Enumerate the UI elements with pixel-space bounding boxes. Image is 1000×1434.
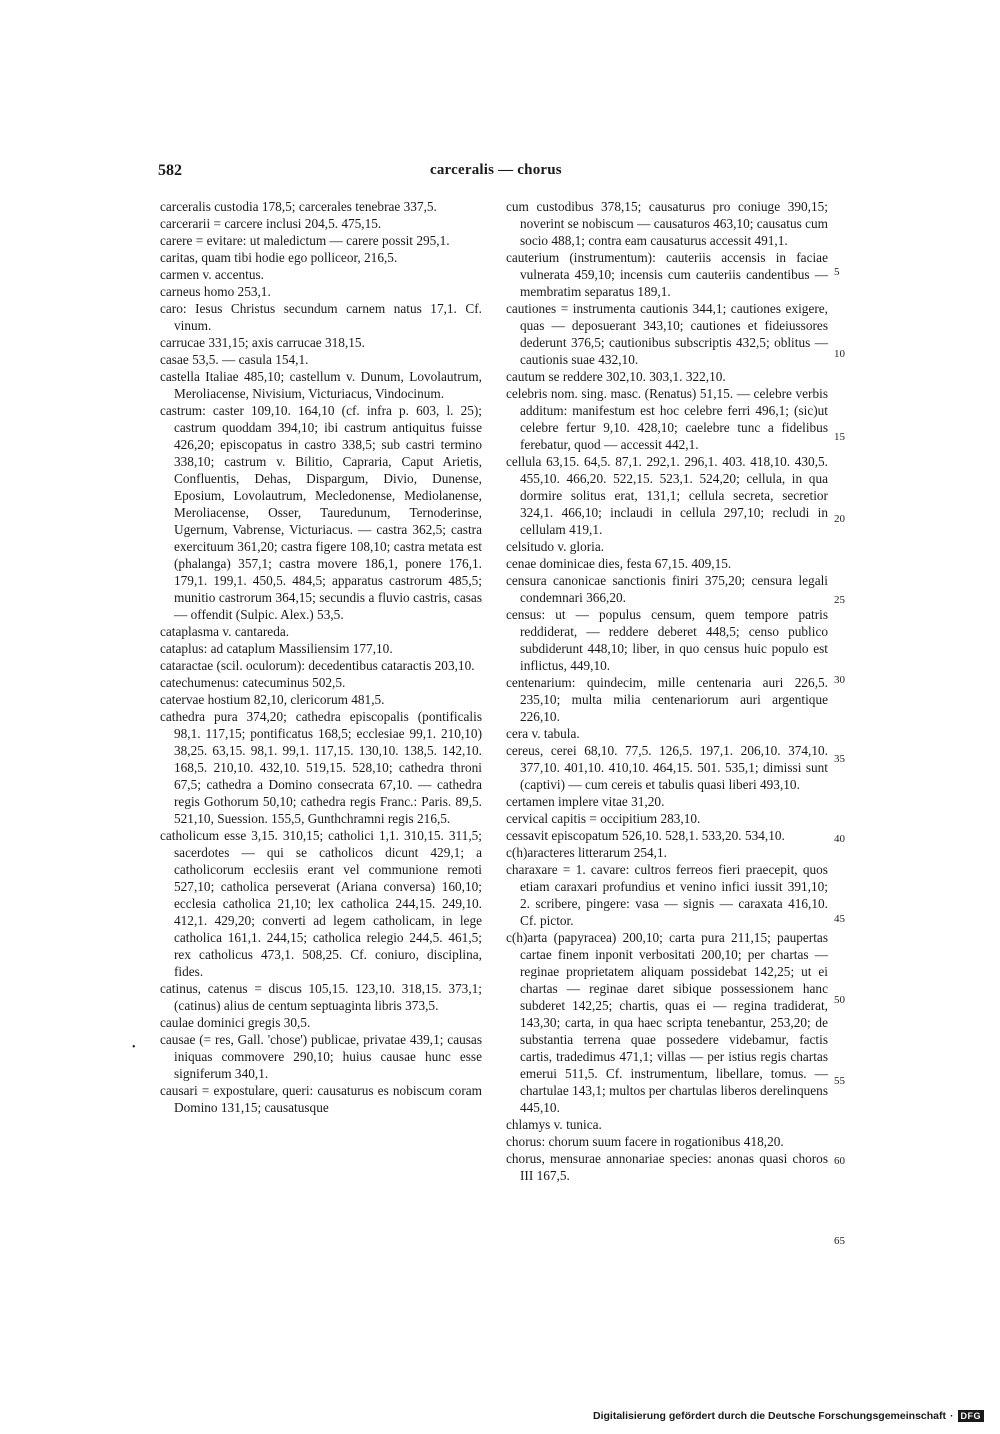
footer [593, 1410, 984, 1422]
index-entry: chorus, mensurae annonariae species: anonas quasi choros III 167,5. [506, 1151, 828, 1183]
index-entry: caulae dominici gregis 30,5. [160, 1015, 311, 1030]
index-entry: centenarium: quindecim, mille centenaria auri 226,5. 235,10; multa milia centenariorum auri argentique 226,10. [506, 675, 828, 724]
index-entry: censura canonicae sanctionis finiri 375,20; censura legali condemnari 366,20. [506, 573, 828, 605]
index-entry: catinus, catenus = discus 105,15. 123,10. 318,15. 373,1; (catinus) alius de centum septuaginta libris 373,5. [160, 981, 482, 1013]
line-number: 5 [834, 266, 840, 278]
index-entry: c(h)aracteres litterarum 254,1. [506, 845, 667, 860]
index-entry: cereus, cerei 68,10. 77,5. 126,5. 197,1. 206,10. 374,10. 377,10. 401,10. 410,10. 464,15. 501. 535,1; dimissi sunt (captivi) — cum cereis et tabulis quasi liberi 493,10. [506, 743, 828, 792]
index-entry: celsitudo v. gloria. [506, 539, 605, 554]
index-entry: c(h)arta (papyracea) 200,10; carta pura 211,15; paupertas cartae finem inponit verbositati 200,10; per chartas — reginae proprietatem aliquam possidebat 142,25; ut ei chartas — reginae daret sibique possessionem hanc subderet 142,25; chartis, quas ei — regina tradiderat, 143,30; carta, in qua haec scripta tenebantur, 253,20; de substantia terrena quae possedere videbamur, factis cartis, tradedimus 471,1; villas — per istius regis chartas emerui 511,5. Cf. instrumentum, libellare, tomus. — chartulae 143,1; multos per chartulas liberos derelinquens 445,10. [506, 930, 828, 1115]
index-entry: cenae dominicae dies, festa 67,15. 409,15. [506, 556, 732, 571]
index-entry: cataplasma v. cantareda. [160, 624, 290, 639]
index-entry: carceralis custodia 178,5; carcerales tenebrae 337,5. [160, 199, 437, 214]
line-number: 45 [834, 913, 845, 925]
line-number: 40 [834, 833, 845, 845]
index-entry: castrum: caster 109,10. 164,10 (cf. infra p. 603, l. 25); castrum quoddam 394,10; ibi castrum antiquitus fuisse 426,20; episcopatus in castro 338,5; sub castri termino 338,10; castrum v. Bilitio, Capraria, Caput Arietis, Confluentis, Dehas, Dispargum, Divio, Dunense, Eposium, Lovolautrum, Mecledonense, Mediolanense, Meroliacense, Osser, Tauredunum, Ternoderinse, Ugernum, Vabrense, Victuriacus. — castra 362,5; castra exercituum 361,20; castra figere 108,10; castra metata est (phalanga) 357,1; castra movere 186,1, ponere 176,1. 179,1. 199,1. 450,5. 484,5; apparatus castrorum 485,5; munitio castrorum 364,15; secundis a fluvio castris, casas — offendit (Sulpic. Alex.) 53,5. [160, 403, 482, 622]
index-entry: causari = expostulare, queri: causaturus es nobiscum coram Domino 131,15; causatusque [160, 1083, 482, 1115]
index-entry: cauterium (instrumentum): cauteriis accensis in faciae vulnerata 459,10; incensis cum cauteriis candentibus — membratim separatus 189,1. [506, 250, 828, 299]
index-entry: census: ut — populus censum, quem tempore patris reddiderat, — reddere deberet 448,5; censo publico subdiderunt 448,10; liber, in quo census huic populo est inflictus, 449,10. [506, 607, 828, 673]
index-entry: cervical capitis = occipitium 283,10. [506, 811, 701, 826]
line-number: 55 [834, 1075, 845, 1087]
footer-credit: Digitalisierung gefördert durch die Deutsche Forschungsgemeinschaft [593, 1410, 946, 1422]
index-entry: carrucae 331,15; axis carrucae 318,15. [160, 335, 365, 350]
line-number: 50 [834, 994, 845, 1006]
line-number: 20 [834, 513, 845, 525]
index-entry: carneus homo 253,1. [160, 284, 271, 299]
right-column [506, 198, 828, 1184]
index-entry: caro: Iesus Christus secundum carnem natus 17,1. Cf. vinum. [160, 301, 482, 333]
index-entry: cautiones = instrumenta cautionis 344,1; cautiones exigere, quas — deposuerant 343,10; cautiones et fideiussores dederunt 376,5; cautionibus subscriptis 432,5; oblitus — cautionis suae 432,10. [506, 301, 828, 367]
line-number: 65 [834, 1235, 845, 1247]
index-entry: castella Italiae 485,10; castellum v. Dunum, Lovolautrum, Meroliacense, Nivisium, Victuriacus, Vindocinum. [160, 369, 482, 401]
index-entry: catholicum esse 3,15. 310,15; catholici 1,1. 310,15. 311,5; sacerdotes — qui se catholicos dicunt 429,1; a catholicorum ecclesiis erant vel communione remoti 527,10; catholica perseverat (Ariana conversa) 160,10; ecclesia catholica 21,10; lex catholica 244,15. 249,10. 412,1. 429,20; converti ad legem catholicam, in lege catholica 161,1. 244,15; catholica relegio 244,5. 461,5; rex catholicus 473,1. 508,25. Cf. coniuro, disciplina, fides. [160, 828, 482, 979]
line-number: 60 [834, 1155, 845, 1167]
index-entry: certamen implere vitae 31,20. [506, 794, 665, 809]
index-entry: cathedra pura 374,20; cathedra episcopalis (pontificalis 98,1. 117,15; pontificatus 168,5; ecclesiae 99,1. 210,10) 38,25. 63,15. 98,1. 99,1. 117,15. 130,10. 138,5. 142,10. 168,5. 210,10. 432,10. 519,15. 528,10; cathedra throni 67,5; cathedra a Domino consecrata 67,10. — cathedra regis Gothorum 50,10; cathedra regis Franc.: Paris. 89,5. 521,10, Suession. 155,5, Gunthchramni regis 216,5. [160, 709, 482, 826]
index-entry: cessavit episcopatum 526,10. 528,1. 533,20. 534,10. [506, 828, 785, 843]
index-entry: casae 53,5. — casula 154,1. [160, 352, 309, 367]
index-entry: chorus: chorum suum facere in rogationibus 418,20. [506, 1134, 784, 1149]
index-entry: cataractae (scil. oculorum): decedentibus cataractis 203,10. [160, 658, 475, 673]
margin-mark: • [132, 1042, 136, 1053]
index-entry: charaxare = 1. cavare: cultros ferreos fieri praecepit, quos etiam caraxari profundius et venino infici iussit 391,10; 2. scribere, pingere: vasa — signis — caraxata 416,10. Cf. pictor. [506, 862, 828, 928]
index-entry: carere = evitare: ut maledictum — carere possit 295,1. [160, 233, 450, 248]
index-entry: cellula 63,15. 64,5. 87,1. 292,1. 296,1. 403. 418,10. 430,5. 455,10. 466,20. 522,15. 523,1. 524,20; cellula, in qua dormire solitus erat, 131,1; cellula secreta, secretior 324,1. 466,10; inclaudi in cellula 297,10; recludi in cellulam 419,1. [506, 454, 828, 537]
line-number: 30 [834, 674, 845, 686]
dfg-logo: DFG [958, 1410, 985, 1422]
index-entry: cataplus: ad cataplum Massiliensim 177,10. [160, 641, 393, 656]
line-number: 15 [834, 431, 845, 443]
line-number: 10 [834, 348, 845, 360]
index-entry: carcerarii = carcere inclusi 204,5. 475,15. [160, 216, 382, 231]
index-entry: celebris nom. sing. masc. (Renatus) 51,15. — celebre verbis additum: manifestum est hoc celebre ferri 496,1; (sic)ut celebre fertur 9,10. 428,10; caelebre tunc a fidelibus ferebatur, quod — accessit 442,1. [506, 386, 828, 452]
running-head: carceralis — chorus [430, 162, 562, 178]
line-number: 25 [834, 594, 845, 606]
index-entry: cautum se reddere 302,10. 303,1. 322,10. [506, 369, 726, 384]
index-entry: cera v. tabula. [506, 726, 580, 741]
index-entry: catervae hostium 82,10, clericorum 481,5. [160, 692, 385, 707]
index-entry: causae (= res, Gall. 'chose') publicae, privatae 439,1; causas iniquas commovere 290,10; huius causae hunc esse signiferum 340,1. [160, 1032, 482, 1081]
index-entry: chlamys v. tunica. [506, 1117, 602, 1132]
page-number: 582 [158, 162, 182, 179]
index-entry: cum custodibus 378,15; causaturus pro coniuge 390,15; noverint se nobiscum — causaturos 463,10; causatus cum socio 488,1; contra eam causaturus accessit 491,1. [506, 199, 828, 248]
left-column [160, 198, 482, 1116]
line-number: 35 [834, 753, 845, 765]
footer-separator: · [950, 1410, 954, 1422]
index-entry: caritas, quam tibi hodie ego polliceor, 216,5. [160, 250, 398, 265]
index-entry: catechumenus: catecuminus 502,5. [160, 675, 346, 690]
index-entry: carmen v. accentus. [160, 267, 264, 282]
